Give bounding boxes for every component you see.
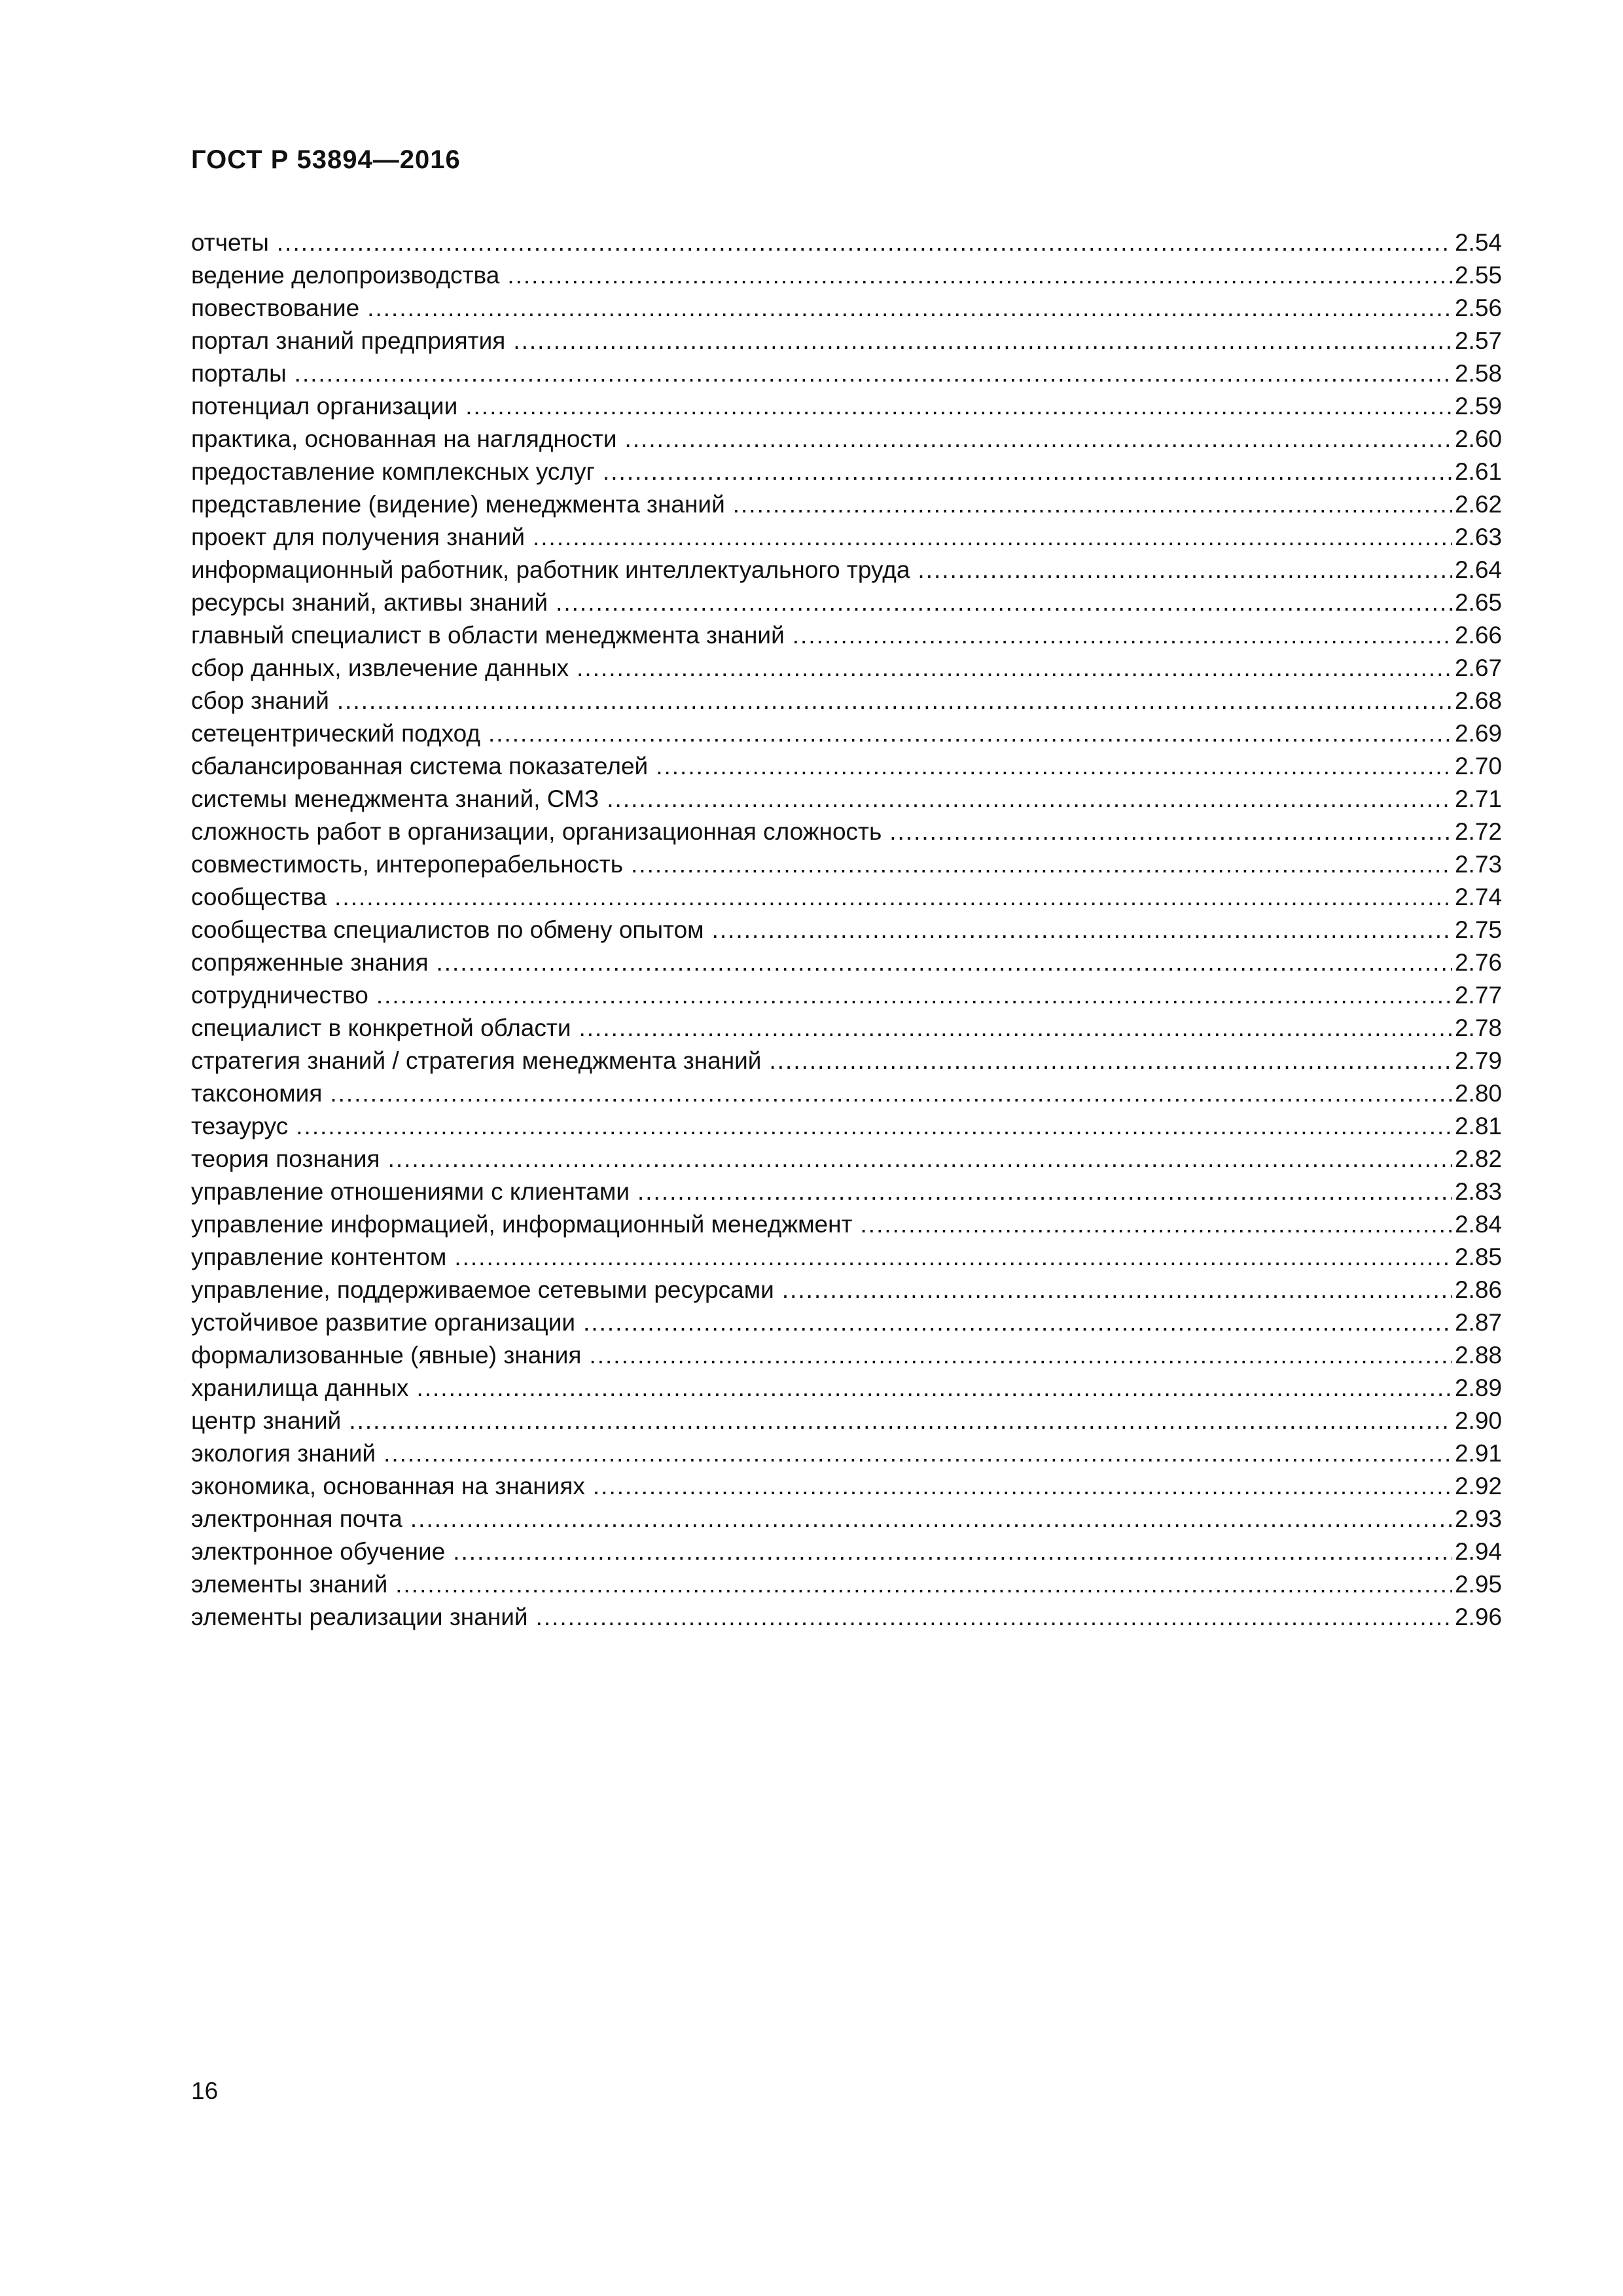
index-reference: 2.70	[1454, 753, 1502, 780]
index-entry	[191, 946, 1502, 979]
alphabetical-index	[191, 226, 1502, 1634]
index-reference: 2.87	[1454, 1309, 1502, 1336]
index-term: сопряженные знания	[191, 949, 429, 976]
index-term: ресурсы знаний, активы знаний	[191, 589, 548, 616]
index-reference: 2.78	[1454, 1014, 1502, 1041]
index-term: формализованные (явные) знания	[191, 1342, 582, 1369]
dot-leader	[583, 1306, 1452, 1339]
index-entry	[191, 1012, 1502, 1045]
dot-leader	[577, 652, 1452, 685]
index-reference: 2.80	[1454, 1080, 1502, 1107]
index-reference: 2.74	[1454, 884, 1502, 910]
index-reference: 2.90	[1454, 1407, 1502, 1434]
dot-leader	[367, 292, 1452, 325]
index-entry	[191, 1143, 1502, 1175]
dot-leader	[918, 554, 1452, 586]
dot-leader	[769, 1045, 1452, 1077]
dot-leader	[656, 750, 1452, 783]
index-term: управление контентом	[191, 1244, 447, 1270]
index-reference: 2.82	[1454, 1145, 1502, 1172]
dot-leader	[277, 226, 1452, 259]
index-entry	[191, 881, 1502, 914]
dot-leader	[603, 456, 1452, 488]
index-reference: 2.54	[1454, 229, 1502, 256]
index-reference: 2.88	[1454, 1342, 1502, 1369]
index-reference: 2.62	[1454, 491, 1502, 518]
dot-leader	[294, 357, 1452, 390]
dot-leader	[589, 1339, 1452, 1372]
dot-leader	[337, 685, 1452, 717]
index-entry	[191, 357, 1502, 390]
dot-leader	[383, 1437, 1452, 1470]
index-reference: 2.91	[1454, 1440, 1502, 1467]
index-reference: 2.96	[1454, 1604, 1502, 1630]
index-reference: 2.63	[1454, 524, 1502, 550]
index-term: управление, поддерживаемое сетевыми ресурсами	[191, 1276, 774, 1303]
index-entry	[191, 783, 1502, 816]
index-term: сообщества специалистов по обмену опытом	[191, 916, 704, 943]
index-entry	[191, 292, 1502, 325]
index-entry	[191, 1405, 1502, 1437]
index-reference: 2.60	[1454, 425, 1502, 452]
index-term: сообщества	[191, 884, 327, 910]
dot-leader	[488, 717, 1452, 750]
index-reference: 2.85	[1454, 1244, 1502, 1270]
index-term: электронное обучение	[191, 1538, 446, 1565]
index-reference: 2.73	[1454, 851, 1502, 878]
standard-designation: ГОСТ Р 53894—2016	[191, 145, 461, 174]
index-entry	[191, 816, 1502, 848]
index-entry	[191, 1110, 1502, 1143]
index-term: устойчивое развитие организации	[191, 1309, 576, 1336]
index-entry	[191, 652, 1502, 685]
index-term: электронная почта	[191, 1505, 402, 1532]
index-entry	[191, 488, 1502, 521]
index-entry	[191, 1568, 1502, 1601]
index-term: экономика, основанная на знаниях	[191, 1473, 585, 1499]
dot-leader	[330, 1077, 1452, 1110]
dot-leader	[334, 881, 1452, 914]
index-entry	[191, 259, 1502, 292]
index-reference: 2.59	[1454, 393, 1502, 420]
index-term: таксономия	[191, 1080, 323, 1107]
dot-leader	[388, 1143, 1452, 1175]
index-entry	[191, 1503, 1502, 1535]
index-reference: 2.61	[1454, 458, 1502, 485]
index-entry	[191, 685, 1502, 717]
index-term: управление отношениями с клиентами	[191, 1178, 630, 1205]
index-entry	[191, 1306, 1502, 1339]
index-term: порталы	[191, 360, 287, 387]
index-term: экология знаний	[191, 1440, 376, 1467]
index-entry	[191, 325, 1502, 357]
index-entry	[191, 1601, 1502, 1634]
index-term: сотрудничество	[191, 982, 368, 1009]
dot-leader	[733, 488, 1452, 521]
dot-leader	[556, 586, 1452, 619]
index-reference: 2.89	[1454, 1374, 1502, 1401]
dot-leader	[395, 1568, 1452, 1601]
dot-leader	[296, 1110, 1452, 1143]
index-entry	[191, 586, 1502, 619]
index-entry	[191, 423, 1502, 456]
index-term: главный специалист в области менеджмента знаний	[191, 622, 785, 649]
dot-leader	[625, 423, 1452, 456]
index-reference: 2.64	[1454, 556, 1502, 583]
index-entry	[191, 1241, 1502, 1274]
index-entry	[191, 1372, 1502, 1405]
index-entry	[191, 554, 1502, 586]
index-entry	[191, 1339, 1502, 1372]
index-reference: 2.56	[1454, 295, 1502, 321]
index-term: теория познания	[191, 1145, 380, 1172]
index-term: тезаурус	[191, 1113, 289, 1139]
dot-leader	[593, 1470, 1452, 1503]
index-reference: 2.77	[1454, 982, 1502, 1009]
index-entry	[191, 619, 1502, 652]
index-reference: 2.68	[1454, 687, 1502, 714]
index-entry	[191, 1208, 1502, 1241]
index-entry	[191, 1175, 1502, 1208]
index-reference: 2.94	[1454, 1538, 1502, 1565]
index-reference: 2.83	[1454, 1178, 1502, 1205]
index-reference: 2.86	[1454, 1276, 1502, 1303]
index-reference: 2.57	[1454, 327, 1502, 354]
index-entry	[191, 226, 1502, 259]
index-reference: 2.95	[1454, 1571, 1502, 1598]
index-term: элементы реализации знаний	[191, 1604, 528, 1630]
index-term: повествование	[191, 295, 360, 321]
dot-leader	[637, 1175, 1452, 1208]
index-entry	[191, 750, 1502, 783]
index-entry	[191, 914, 1502, 946]
dot-leader	[507, 259, 1452, 292]
index-entry	[191, 848, 1502, 881]
index-reference: 2.65	[1454, 589, 1502, 616]
index-term: сетецентрический подход	[191, 720, 480, 747]
dot-leader	[376, 979, 1452, 1012]
index-term: практика, основанная на наглядности	[191, 425, 617, 452]
index-reference: 2.72	[1454, 818, 1502, 845]
dot-leader	[861, 1208, 1452, 1241]
index-reference: 2.71	[1454, 785, 1502, 812]
index-term: сбор данных, извлечение данных	[191, 655, 569, 681]
index-reference: 2.66	[1454, 622, 1502, 649]
index-entry	[191, 717, 1502, 750]
index-reference: 2.84	[1454, 1211, 1502, 1238]
index-entry	[191, 1437, 1502, 1470]
index-entry	[191, 1535, 1502, 1568]
index-reference: 2.79	[1454, 1047, 1502, 1074]
index-term: стратегия знаний / стратегия менеджмента знаний	[191, 1047, 762, 1074]
index-reference: 2.92	[1454, 1473, 1502, 1499]
index-reference: 2.81	[1454, 1113, 1502, 1139]
index-term: потенциал организации	[191, 393, 458, 420]
dot-leader	[712, 914, 1452, 946]
index-entry	[191, 1274, 1502, 1306]
index-term: ведение делопроизводства	[191, 262, 500, 289]
dot-leader	[782, 1274, 1452, 1306]
index-entry	[191, 1077, 1502, 1110]
index-term: системы менеджмента знаний, СМЗ	[191, 785, 599, 812]
dot-leader	[631, 848, 1452, 881]
index-term: сбалансированная система показателей	[191, 753, 649, 780]
index-term: отчеты	[191, 229, 269, 256]
dot-leader	[889, 816, 1452, 848]
index-term: управление информацией, информационный менеджмент	[191, 1211, 853, 1238]
dot-leader	[410, 1503, 1452, 1535]
index-entry	[191, 1470, 1502, 1503]
dot-leader	[454, 1241, 1452, 1274]
index-reference: 2.93	[1454, 1505, 1502, 1532]
dot-leader	[513, 325, 1452, 357]
index-reference: 2.75	[1454, 916, 1502, 943]
index-entry	[191, 521, 1502, 554]
index-term: портал знаний предприятия	[191, 327, 506, 354]
index-term: сложность работ в организации, организационная сложность	[191, 818, 882, 845]
index-term: совместимость, интероперабельность	[191, 851, 624, 878]
index-reference: 2.67	[1454, 655, 1502, 681]
dot-leader	[416, 1372, 1452, 1405]
dot-leader	[453, 1535, 1452, 1568]
index-reference: 2.58	[1454, 360, 1502, 387]
index-entry	[191, 1045, 1502, 1077]
index-term: элементы знаний	[191, 1571, 388, 1598]
index-reference: 2.69	[1454, 720, 1502, 747]
dot-leader	[349, 1405, 1452, 1437]
dot-leader	[436, 946, 1452, 979]
index-entry	[191, 390, 1502, 423]
dot-leader	[465, 390, 1452, 423]
index-term: хранилища данных	[191, 1374, 409, 1401]
index-term: представление (видение) менеджмента знаний	[191, 491, 725, 518]
index-term: центр знаний	[191, 1407, 342, 1434]
index-reference: 2.76	[1454, 949, 1502, 976]
dot-leader	[579, 1012, 1452, 1045]
dot-leader	[533, 521, 1452, 554]
index-term: проект для получения знаний	[191, 524, 525, 550]
index-term: сбор знаний	[191, 687, 329, 714]
page-number: 16	[191, 2077, 219, 2104]
index-entry	[191, 456, 1502, 488]
index-term: информационный работник, работник интеллектуального труда	[191, 556, 910, 583]
dot-leader	[536, 1601, 1452, 1634]
dot-leader	[607, 783, 1452, 816]
index-term: специалист в конкретной области	[191, 1014, 571, 1041]
dot-leader	[793, 619, 1452, 652]
index-entry	[191, 979, 1502, 1012]
index-reference: 2.55	[1454, 262, 1502, 289]
index-term: предоставление комплексных услуг	[191, 458, 595, 485]
